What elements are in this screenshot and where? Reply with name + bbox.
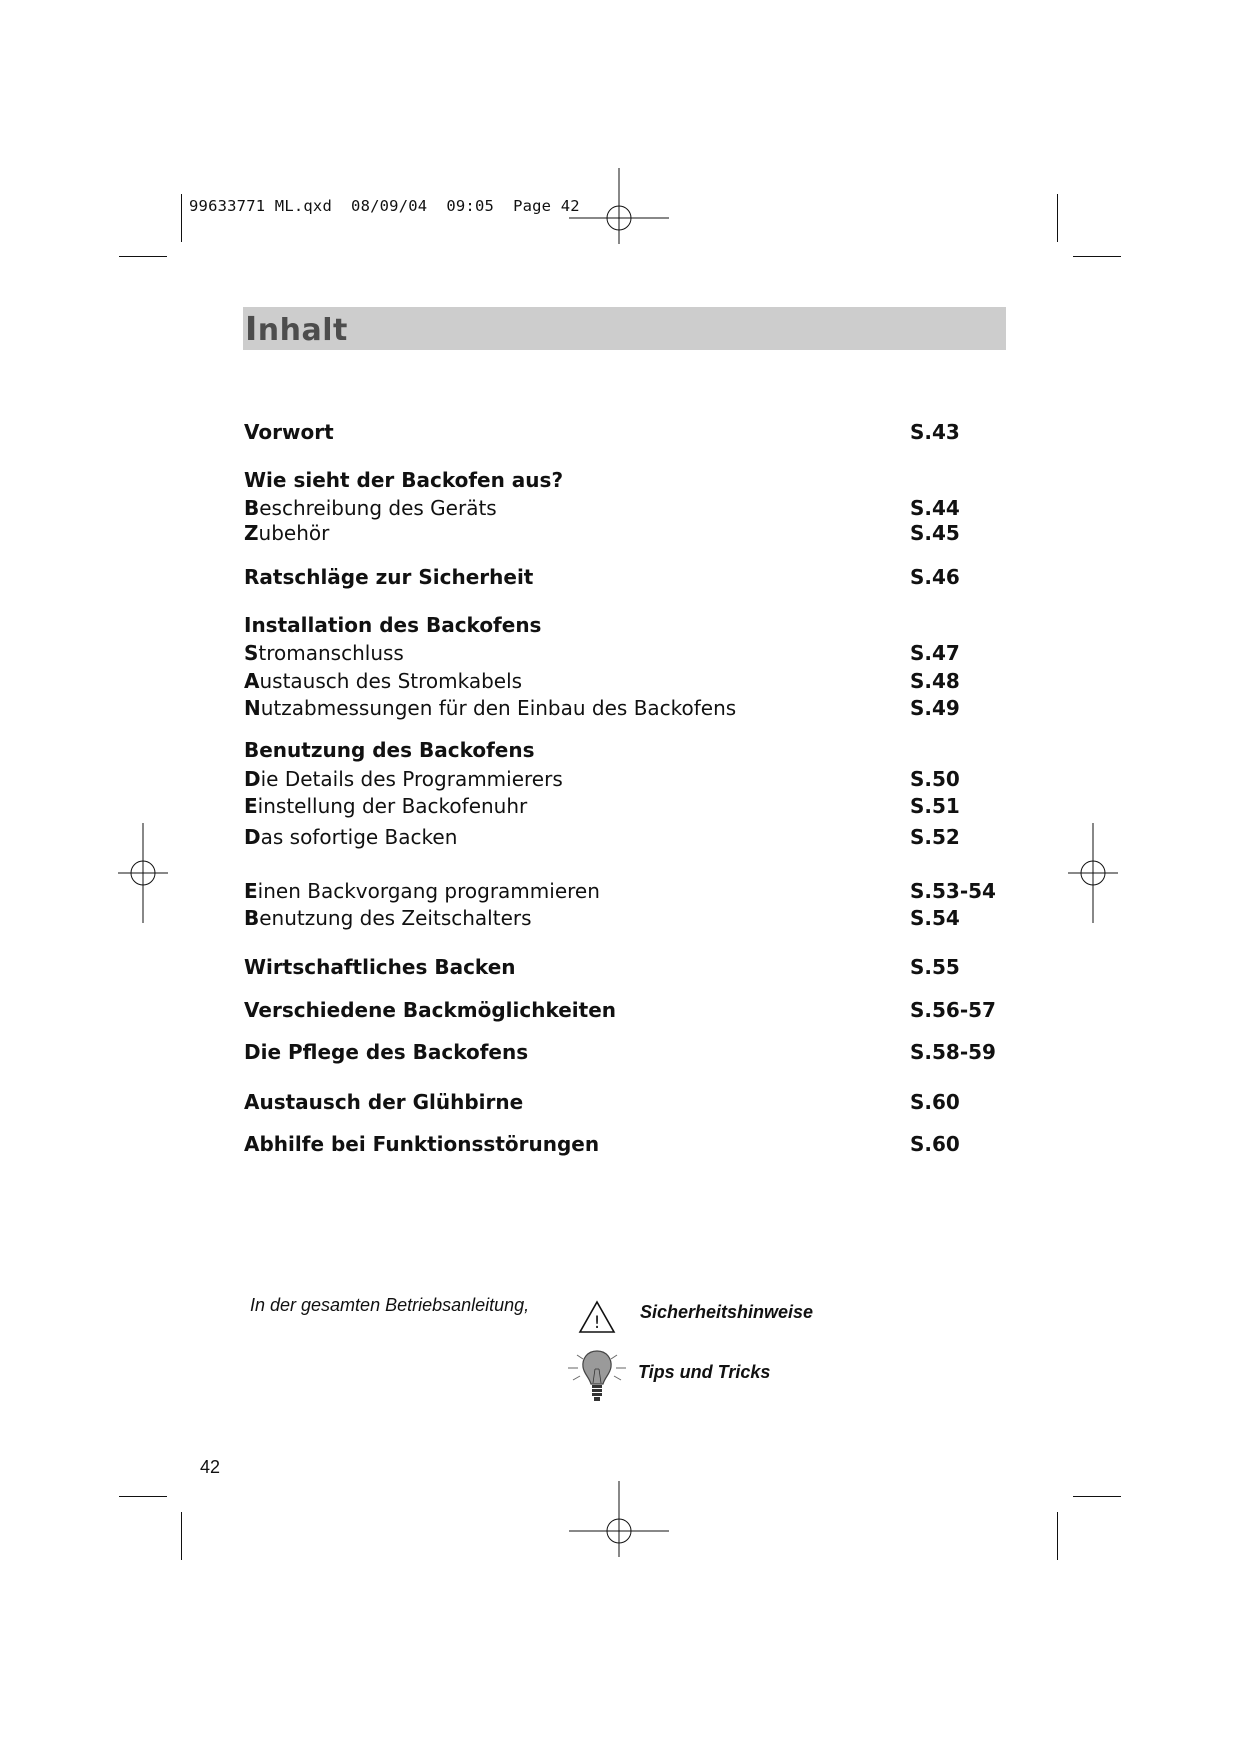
toc-entry: [244, 822, 1004, 852]
toc-entry-page: S.52: [910, 825, 960, 849]
toc-entry-page: S.48: [910, 669, 960, 693]
toc-entry: [244, 735, 1004, 765]
registration-mark-icon: [93, 823, 193, 923]
toc-entry-title: Nutzabmessungen für den Einbau des Backofens: [244, 696, 737, 720]
svg-text:!: !: [593, 1313, 601, 1333]
toc-entry: [244, 1129, 1004, 1159]
toc-entry-page: S.56-57: [910, 998, 996, 1022]
toc-entry-title: Beschreibung des Geräts: [244, 496, 497, 520]
toc-entry: [244, 638, 1004, 668]
toc-entry-page: S.44: [910, 496, 960, 520]
toc-entry: [244, 995, 1004, 1025]
toc-entry: [244, 666, 1004, 696]
crop-mark: [119, 1496, 167, 1497]
toc-entry: [244, 764, 1004, 794]
toc-entry-page: S.45: [910, 521, 960, 545]
warning-triangle-icon: [578, 1300, 616, 1334]
crop-mark: [1073, 1496, 1121, 1497]
toc-entry: [244, 1087, 1004, 1117]
table-of-contents: [244, 0, 1004, 1755]
toc-entry-title: Benutzung des Zeitschalters: [244, 906, 532, 930]
toc-entry-page: S.58-59: [910, 1040, 996, 1064]
crop-mark: [1073, 256, 1121, 257]
toc-entry-page: S.60: [910, 1132, 960, 1156]
toc-entry-title: Benutzung des Backofens: [244, 738, 535, 762]
toc-entry-page: S.54: [910, 906, 960, 930]
toc-entry: [244, 562, 1004, 592]
toc-entry: [244, 610, 1004, 640]
toc-entry-title: Austausch des Stromkabels: [244, 669, 523, 693]
toc-entry: [244, 1037, 1004, 1067]
toc-entry-title: Abhilfe bei Funktionsstörungen: [244, 1132, 600, 1156]
toc-entry-page: S.51: [910, 794, 960, 818]
registration-mark-icon: [1043, 823, 1143, 923]
toc-entry-title: Einen Backvorgang programmieren: [244, 879, 600, 903]
legend-intro: In der gesamten Betriebsanleitung,: [250, 1295, 530, 1315]
toc-entry-page: S.53-54: [910, 879, 996, 903]
crop-mark: [181, 194, 182, 242]
legend-label-tips: Tips und Tricks: [638, 1362, 771, 1382]
light-bulb-icon: [565, 1345, 629, 1407]
print-slug: 99633771 ML.qxd 08/09/04 09:05 Page 42: [189, 197, 580, 215]
toc-entry: [244, 518, 1004, 548]
toc-entry-title: Verschiedene Backmöglichkeiten: [244, 998, 617, 1022]
toc-entry: [244, 465, 1004, 495]
toc-entry-title: Die Pflege des Backofens: [244, 1040, 529, 1064]
toc-entry-title: Stromanschluss: [244, 641, 404, 665]
crop-mark: [119, 256, 167, 257]
toc-entry-page: S.46: [910, 565, 960, 589]
toc-entry: [244, 791, 1004, 821]
toc-entry-title: Wirtschaftliches Backen: [244, 955, 516, 979]
page-title-initial: I: [245, 309, 258, 348]
toc-entry: [244, 876, 1004, 906]
toc-entry-title: Vorwort: [244, 420, 334, 444]
toc-entry-page: S.49: [910, 696, 960, 720]
toc-entry: [244, 952, 1004, 982]
toc-entry-title: Zubehör: [244, 521, 330, 545]
crop-mark: [181, 1512, 182, 1560]
legend-label-safety: Sicherheitshinweise: [640, 1302, 814, 1322]
toc-entry-title: Die Details des Programmierers: [244, 767, 563, 791]
page-title-rest: nhalt: [257, 313, 348, 348]
toc-entry-page: S.60: [910, 1090, 960, 1114]
crop-mark: [1057, 194, 1058, 242]
toc-entry-page: S.47: [910, 641, 960, 665]
toc-entry: [244, 417, 1004, 447]
toc-entry-page: S.50: [910, 767, 960, 791]
toc-entry-page: S.43: [910, 420, 960, 444]
toc-entry-page: S.55: [910, 955, 960, 979]
toc-entry-title: Installation des Backofens: [244, 613, 542, 637]
toc-entry-title: Das sofortige Backen: [244, 825, 458, 849]
toc-entry-title: Wie sieht der Backofen aus?: [244, 468, 564, 492]
toc-entry-title: Ratschläge zur Sicherheit: [244, 565, 534, 589]
toc-entry: [244, 693, 1004, 723]
toc-entry-title: Austausch der Glühbirne: [244, 1090, 524, 1114]
toc-entry: [244, 903, 1004, 933]
toc-entry-title: Einstellung der Backofenuhr: [244, 794, 528, 818]
crop-mark: [1057, 1512, 1058, 1560]
page-number: 42: [200, 1457, 221, 1477]
